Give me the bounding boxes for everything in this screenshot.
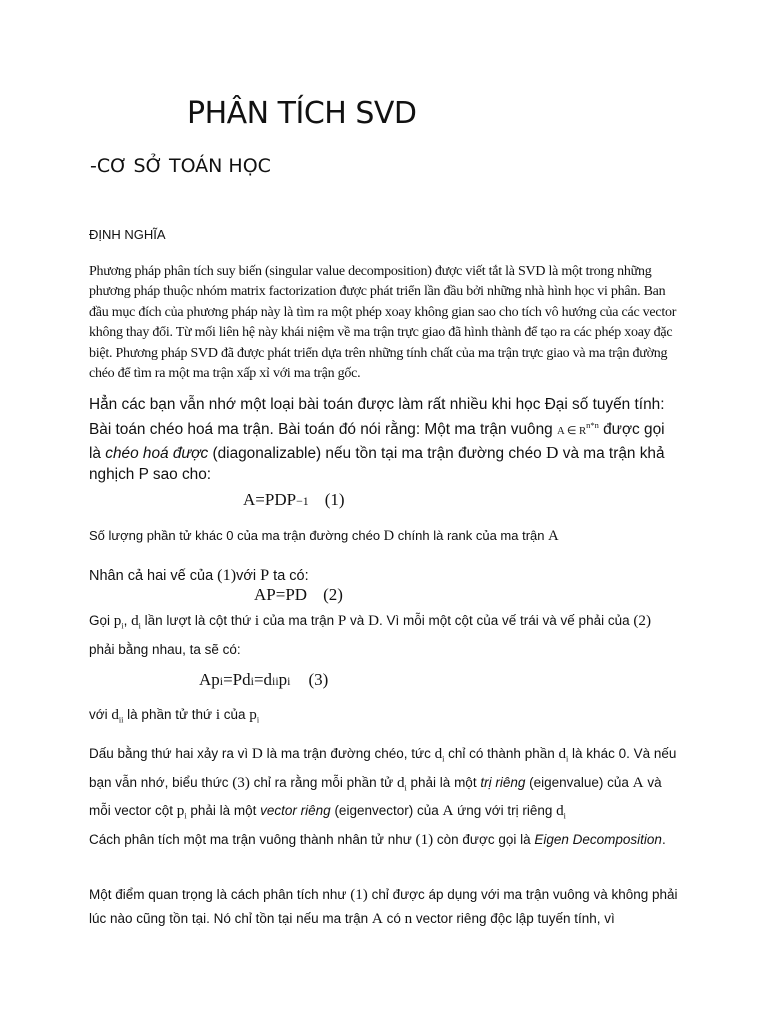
equation-2: AP=PD (2) (254, 585, 343, 604)
rank-paragraph: Số lượng phần tử khác 0 của ma trận đường chéo D chính là rank của ma trận A (89, 528, 559, 544)
multiply-paragraph: Nhân cả hai vế của (1)với P ta có: (89, 566, 309, 584)
eigen-explanation-paragraph: Dấu bằng thứ hai xảy ra vì D là ma trận đường chéo, tức $d_i$ chỉ có thành phần $d_i$ là khác 0. Và nếu bạn vẫn nhớ, biểu thức (3) chỉ ra rằng mỗi phần tử $d_i$ phải là một trị riêng (eigenvalue) của A và mỗi vector cột $p_i$ phải là một vector riêng (eigenvector) của A ứng với trị riêng $d_i$ (89, 746, 677, 822)
eigen-decomposition-paragraph: Cách phân tích một ma trận vuông thành nhân tử như (1) còn được gọi là Eigen Decomposition. (89, 832, 666, 848)
definition-heading: ĐỊNH NGHĨA (89, 227, 166, 242)
equation-1: A=PDP−1 (1) (243, 490, 345, 509)
section-subtitle: -CƠ SỞ TOÁN HỌC (90, 155, 271, 177)
equation-3: Api=Pdi=diipi (3) (199, 670, 329, 689)
existence-paragraph: Một điểm quan trọng là cách phân tích như (1) chỉ được áp dụng với ma trận vuông và không phải lúc nào cũng tồn tại. Nó chỉ tồn tại nếu ma trận A có n vector riêng độc lập tuyến tính, vì (89, 887, 678, 927)
element-paragraph: với $d_{ii}$ là phần tử thứ i của $p_i$ (89, 707, 260, 725)
definition-paragraph: Phương pháp phân tích suy biến (singular value decomposition) được viết tắt là SVD là một trong những phương pháp thuộc nhóm matrix factorization được phát triển lần đầu bởi những nhà hình học vi phân. Ban đầu mục đích của phương pháp này là tìm ra một phép xoay không gian sao cho tích vô hướng của các vector không thay đổi. Từ mối liên hệ này khái niệm về ma trận trực giao đã hình thành để tạo ra các phép xoay đặc biệt. Phương pháp SVD đã được phát triển dựa trên những tính chất của ma trận trực giao và ma trận đường chéo để tìm ra một ma trận xấp xỉ với ma trận gốc. (89, 264, 677, 382)
page-title: PHÂN TÍCH SVD (187, 96, 417, 131)
diagonalization-paragraph: Hẳn các bạn vẫn nhớ một loại bài toán được làm rất nhiều khi học Đại số tuyến tính: Bài toán chéo hoá ma trận. Bài toán đó nói rằng: Một ma trận vuông A ∈ $R^{n*n}$ được gọi là chéo hoá được (diagonalizable) nếu tồn tại ma trận đường chéo D và ma trận khả nghịch P sao cho: (89, 396, 665, 484)
columns-paragraph: Gọi $p_i$, $d_i$ lần lượt là cột thứ i của ma trận P và D. Vì mỗi một cột của vế trái và vế phải của (2) phải bằng nhau, ta sẽ có: (89, 613, 651, 657)
